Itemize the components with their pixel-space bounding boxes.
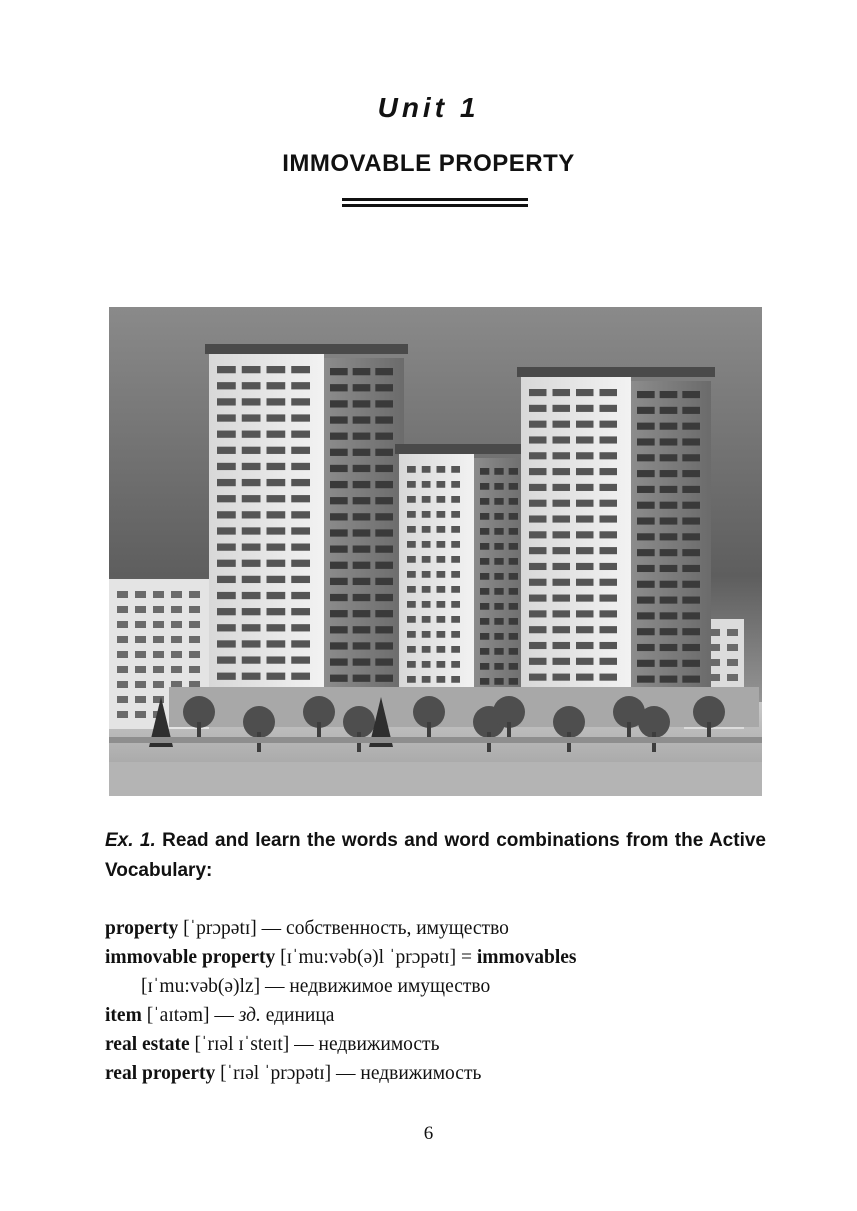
vocab-transcription: [ˈrɪəl ˈprɔpətɪ] <box>220 1063 332 1084</box>
vocabulary-list <box>105 914 785 1088</box>
title-double-rule <box>342 198 528 207</box>
vocab-dash: — <box>264 976 285 997</box>
vocab-synonym: immovables <box>476 947 577 968</box>
vocab-transcription: [ɪˈmu:vəb(ə)l ˈprɔpətɪ] <box>280 947 457 968</box>
vocab-entry <box>105 943 785 972</box>
vocab-entry <box>105 1001 785 1030</box>
vocab-transcription: [ˈprɔpətɪ] <box>183 918 257 939</box>
page-number: 6 <box>423 1123 434 1144</box>
vocab-translation: недвижимость <box>318 1034 440 1055</box>
vocab-translation: единица <box>265 1005 335 1026</box>
vocab-translation: недвижимость <box>360 1063 482 1084</box>
vocab-abbreviation: зд. <box>238 1005 261 1026</box>
vocab-transcription: [ˈaɪtəm] <box>146 1005 210 1026</box>
vocab-entry-continuation <box>105 972 785 1001</box>
vocab-term: real estate <box>105 1034 190 1055</box>
vocab-entry <box>105 1059 785 1088</box>
vocab-dash: — <box>336 1063 356 1084</box>
exercise-number: Ex. 1. <box>105 830 156 851</box>
vocab-dash: — <box>261 918 282 939</box>
vocab-term: real property <box>105 1063 216 1084</box>
vocab-entry <box>105 914 785 943</box>
vocab-translation: недвижимое имущество <box>289 976 491 997</box>
vocab-entry <box>105 1030 785 1059</box>
vocab-equals: = <box>460 947 472 968</box>
unit-heading: IMMOVABLE PROPERTY <box>282 150 575 177</box>
vocab-translation: собственность, имущество <box>286 918 509 939</box>
exercise-instruction <box>105 826 766 886</box>
residential-towers-photo <box>109 307 762 796</box>
vocab-term: property <box>105 918 179 939</box>
exercise-text: Read and learn the words and word combinations from the Active Vocabulary: <box>105 830 766 881</box>
vocab-transcription: [ˈrɪəl ɪˈsteɪt] <box>194 1034 290 1055</box>
vocab-dash: — <box>294 1034 314 1055</box>
unit-title: Unit 1 <box>377 92 480 123</box>
vocab-transcription: [ɪˈmu:vəb(ə)lz] <box>141 976 261 997</box>
vocab-term: immovable property <box>105 947 276 968</box>
vocab-term: item <box>105 1005 142 1026</box>
vocab-dash: — <box>214 1005 234 1026</box>
